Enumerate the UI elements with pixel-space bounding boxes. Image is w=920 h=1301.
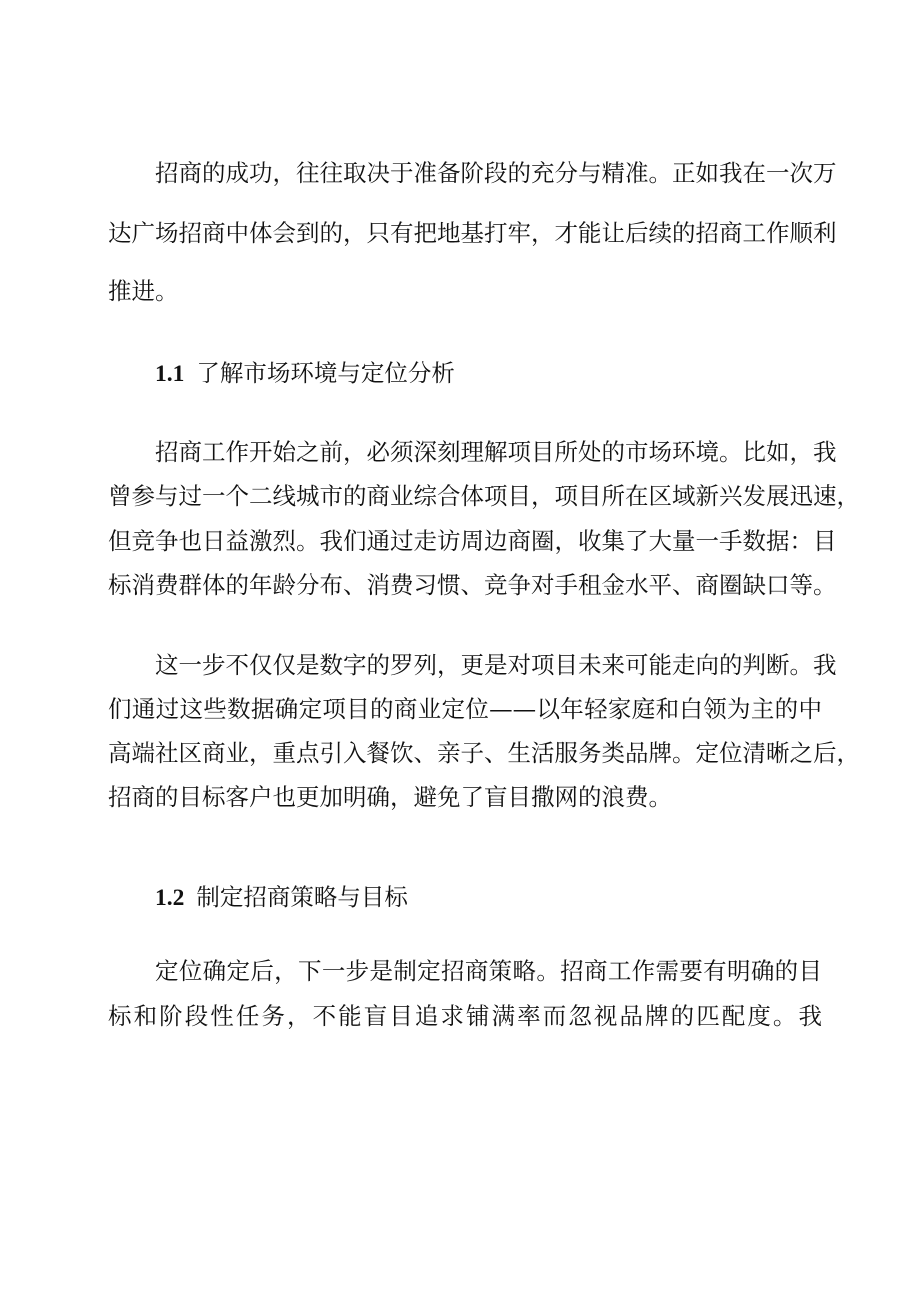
section-title: 制定招商策略与目标 [196, 883, 408, 911]
paragraph-3-line: 招商的目标客户也更加明确，避免了盲目撒网的浪费。 [108, 783, 672, 811]
section-number: 1.2 [155, 885, 185, 911]
paragraph-4-line: 定位确定后，下一步是制定招商策略。招商工作需要有明确的目 [155, 957, 822, 985]
paragraph-2-line: 标消费群体的年龄分布、消费习惯、竞争对手租金水平、商圈缺口等。 [108, 571, 837, 599]
section-number: 1.1 [155, 361, 185, 387]
paragraph-3-line: 这一步不仅仅是数字的罗列，更是对项目未来可能走向的判断。我 [155, 651, 837, 679]
paragraph-2-line: 曾参与过一个二线城市的商业综合体项目，项目所在区域新兴发展迅速， [108, 482, 860, 510]
paragraph-3-line: 们通过这些数据确定项目的商业定位——以年轻家庭和白领为主的中 [108, 695, 822, 723]
paragraph-1-line: 招商的成功，往往取决于准备阶段的充分与精准。正如我在一次万 [155, 159, 837, 187]
paragraph-2-line: 招商工作开始之前，必须深刻理解项目所处的市场环境。比如，我 [155, 438, 837, 466]
paragraph-4-line: 标和阶段性任务，不能盲目追求铺满率而忽视品牌的匹配度。我 [108, 1002, 822, 1030]
section-title: 了解市场环境与定位分析 [196, 359, 455, 387]
paragraph-1-line: 达广场招商中体会到的，只有把地基打牢，才能让后续的招商工作顺利 [108, 219, 837, 247]
section-heading-1-2 [155, 883, 408, 912]
section-heading-1-1 [155, 359, 455, 388]
paragraph-1-line: 推进。 [108, 277, 179, 305]
paragraph-3-line: 高端社区商业，重点引入餐饮、亲子、生活服务类品牌。定位清晰之后， [108, 739, 860, 767]
paragraph-2-line: 但竞争也日益激烈。我们通过走访周边商圈，收集了大量一手数据：目 [108, 527, 837, 555]
